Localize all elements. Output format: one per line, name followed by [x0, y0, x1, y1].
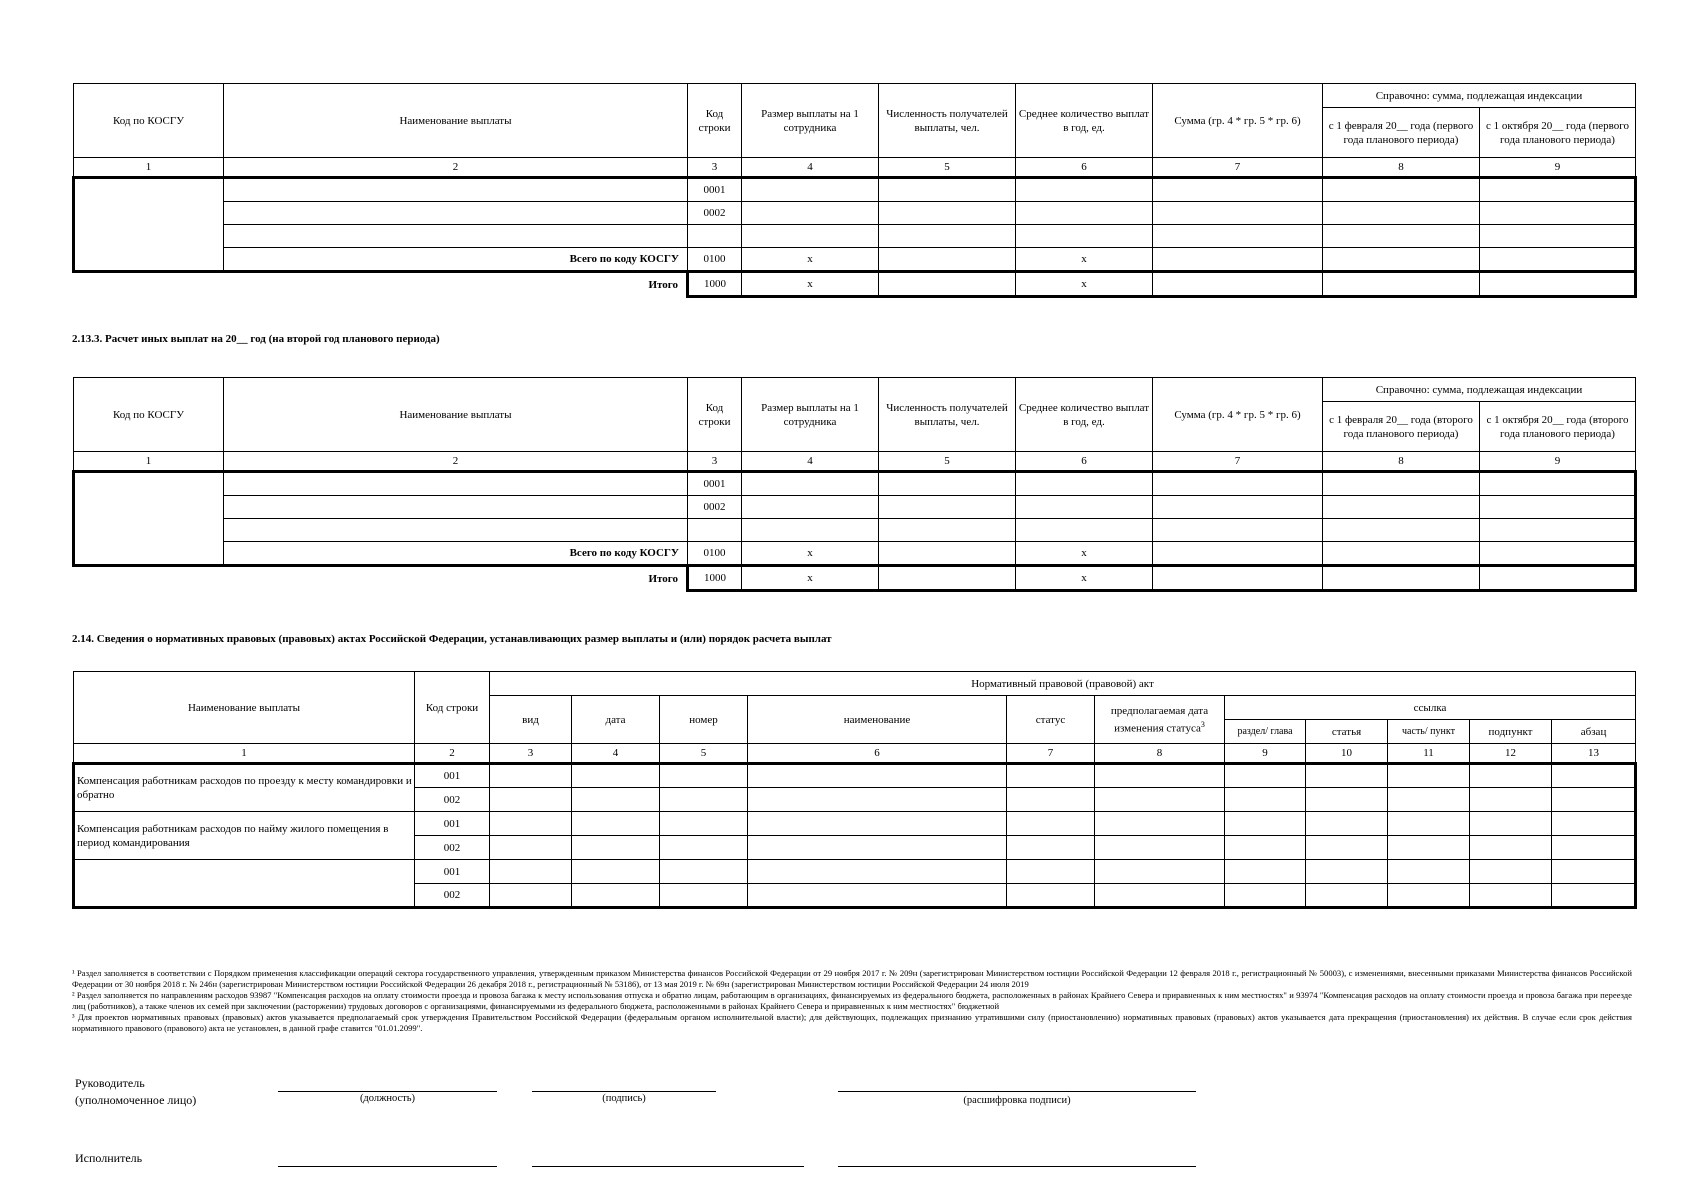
data-cell[interactable] — [748, 764, 1007, 788]
data-cell[interactable] — [1153, 178, 1323, 202]
col-number: 8 — [1323, 158, 1480, 178]
data-cell[interactable] — [1225, 788, 1306, 812]
data-cell[interactable] — [1323, 225, 1480, 248]
data-cell[interactable] — [1153, 248, 1323, 272]
data-cell[interactable] — [1095, 836, 1225, 860]
data-cell[interactable] — [879, 542, 1016, 566]
data-cell[interactable] — [879, 496, 1016, 519]
header-part: часть/ пункт — [1388, 720, 1470, 744]
footnotes — [72, 968, 1632, 1034]
data-cell[interactable] — [1095, 788, 1225, 812]
head-label-line2: (уполномоченное лицо) — [75, 1093, 197, 1107]
data-cell[interactable] — [1480, 178, 1636, 202]
data-cell[interactable] — [1095, 812, 1225, 836]
x-mark: x — [742, 542, 879, 566]
x-mark: x — [1016, 272, 1153, 297]
x-mark: x — [1016, 566, 1153, 591]
data-cell[interactable] — [1552, 812, 1636, 836]
header-subpoint: подпункт — [1470, 720, 1552, 744]
data-cell[interactable] — [1016, 178, 1153, 202]
data-cell[interactable] — [1480, 566, 1636, 591]
col-number: 6 — [1016, 158, 1153, 178]
data-cell[interactable] — [490, 860, 572, 884]
data-cell[interactable] — [1007, 836, 1095, 860]
payment-name-cell[interactable] — [224, 519, 688, 542]
x-mark: x — [1016, 542, 1153, 566]
data-cell[interactable] — [490, 788, 572, 812]
head-label — [75, 1075, 196, 1109]
data-cell[interactable] — [1470, 884, 1552, 908]
col-number: 8 — [1095, 744, 1225, 764]
data-cell[interactable] — [1323, 178, 1480, 202]
data-cell[interactable] — [1225, 860, 1306, 884]
header-link: ссылка — [1225, 696, 1636, 720]
data-cell[interactable] — [1480, 496, 1636, 519]
col-number: 4 — [572, 744, 660, 764]
data-cell[interactable] — [879, 225, 1016, 248]
data-cell[interactable] — [742, 202, 879, 225]
header-from-february: с 1 февраля 20__ года (второго года планового периода) — [1323, 402, 1480, 452]
executor-line-1[interactable] — [278, 1166, 497, 1167]
data-cell[interactable] — [1306, 812, 1388, 836]
data-cell[interactable] — [1323, 202, 1480, 225]
header-payment-size: Размер выплаты на 1 сотрудника — [742, 378, 879, 452]
x-mark: x — [742, 248, 879, 272]
data-cell[interactable] — [1153, 272, 1323, 297]
data-cell[interactable] — [879, 272, 1016, 297]
data-cell[interactable] — [748, 836, 1007, 860]
data-cell[interactable] — [1016, 225, 1153, 248]
data-cell[interactable] — [660, 860, 748, 884]
col-number: 8 — [1323, 452, 1480, 472]
data-cell[interactable] — [1153, 202, 1323, 225]
col-number: 7 — [1153, 452, 1323, 472]
header-status-change — [1095, 696, 1225, 744]
data-cell[interactable] — [1016, 472, 1153, 496]
data-cell[interactable] — [742, 496, 879, 519]
row-code: 002 — [415, 836, 490, 860]
data-cell[interactable] — [1552, 788, 1636, 812]
header-indexation-ref: Справочно: сумма, подлежащая индексации — [1323, 84, 1636, 108]
data-cell[interactable] — [879, 202, 1016, 225]
row-code: 0002 — [688, 496, 742, 519]
data-cell[interactable] — [572, 884, 660, 908]
data-cell[interactable] — [660, 836, 748, 860]
data-cell[interactable] — [1095, 884, 1225, 908]
col-number: 1 — [74, 158, 224, 178]
total-kosgu-code: 0100 — [688, 248, 742, 272]
data-cell[interactable] — [742, 225, 879, 248]
data-cell[interactable] — [1323, 472, 1480, 496]
data-cell[interactable] — [879, 178, 1016, 202]
col-number: 4 — [742, 158, 879, 178]
position-line[interactable] — [278, 1091, 497, 1092]
data-cell[interactable] — [1007, 788, 1095, 812]
decode-line[interactable] — [838, 1091, 1196, 1092]
col-number: 5 — [879, 158, 1016, 178]
col-number: 6 — [1016, 452, 1153, 472]
data-cell[interactable] — [1470, 812, 1552, 836]
data-cell[interactable] — [1225, 884, 1306, 908]
header-avg-payments: Среднее количество выплат в год, ед. — [1016, 378, 1153, 452]
data-cell[interactable] — [1323, 542, 1480, 566]
data-cell[interactable] — [572, 860, 660, 884]
header-act-number: номер — [660, 696, 748, 744]
data-cell[interactable] — [1007, 860, 1095, 884]
data-cell[interactable] — [742, 472, 879, 496]
col-number: 2 — [415, 744, 490, 764]
header-sum: Сумма (гр. 4 * гр. 5 * гр. 6) — [1153, 84, 1323, 158]
row-code: 0002 — [688, 202, 742, 225]
col-number: 13 — [1552, 744, 1636, 764]
grand-total-code: 1000 — [688, 566, 742, 591]
data-cell[interactable] — [1470, 836, 1552, 860]
data-cell[interactable] — [1480, 472, 1636, 496]
header-row-code: Код строки — [688, 378, 742, 452]
kosgu-cell[interactable] — [74, 178, 224, 272]
payment-name-cell[interactable] — [224, 496, 688, 519]
data-cell[interactable] — [879, 566, 1016, 591]
data-cell[interactable] — [1388, 860, 1470, 884]
data-cell[interactable] — [1153, 566, 1323, 591]
col-number: 3 — [490, 744, 572, 764]
data-cell[interactable] — [1007, 812, 1095, 836]
data-cell[interactable] — [490, 764, 572, 788]
data-cell[interactable] — [1323, 566, 1480, 591]
data-cell[interactable] — [1007, 764, 1095, 788]
col-number: 6 — [748, 744, 1007, 764]
data-cell[interactable] — [572, 788, 660, 812]
data-cell[interactable] — [660, 764, 748, 788]
data-cell[interactable] — [660, 812, 748, 836]
data-cell[interactable] — [748, 884, 1007, 908]
head-label-line1: Руководитель — [75, 1076, 145, 1090]
data-cell[interactable] — [1306, 836, 1388, 860]
header-from-october: с 1 октября 20__ года (второго года планового периода) — [1480, 402, 1636, 452]
payment-name: Компенсация работникам расходов по найму жилого помещения в период командирования — [74, 812, 415, 860]
data-cell[interactable] — [1480, 225, 1636, 248]
x-mark: x — [1016, 248, 1153, 272]
data-cell[interactable] — [1153, 472, 1323, 496]
data-cell[interactable] — [1388, 836, 1470, 860]
data-cell[interactable] — [1306, 764, 1388, 788]
data-cell[interactable] — [1225, 812, 1306, 836]
data-cell[interactable] — [1323, 272, 1480, 297]
data-cell[interactable] — [1153, 225, 1323, 248]
data-cell[interactable] — [1480, 519, 1636, 542]
header-payment-name: Наименование выплаты — [74, 672, 415, 744]
data-cell[interactable] — [1552, 884, 1636, 908]
header-act-type: вид — [490, 696, 572, 744]
grand-total-label: Итого — [648, 278, 678, 291]
signature-caption: (подпись) — [602, 1093, 646, 1104]
executor-label: Исполнитель — [75, 1151, 143, 1165]
data-cell[interactable] — [1153, 519, 1323, 542]
row-code: 0001 — [688, 178, 742, 202]
header-section: раздел/ глава — [1225, 720, 1306, 744]
header-recipients-count: Численность получателей выплаты, чел. — [879, 378, 1016, 452]
data-cell[interactable] — [1388, 812, 1470, 836]
data-cell[interactable] — [1470, 860, 1552, 884]
header-act-status: статус — [1007, 696, 1095, 744]
header-kosgu: Код по КОСГУ — [74, 84, 224, 158]
footnote-2: ² Раздел заполняется по направлениям расходов 93987 "Компенсация расходов на оплату стоимости проезда и провоза багажа к месту использования отпуска и обратно лицам, работающим в организациях, финансируемых из федерального бюджета, расположенных в районах Крайнего Севера и приравненных к ним местностях" и 93974 "Компенсация расходов на оплату стоимости проезда и провоза багажа при переезде лиц (работников), а также членов их семей при заключении (расторжении) трудовых договоров с организациями, финансируемыми из федерального бюджета, расположенными в районах Крайнего Севера и приравненных к ним местностях" бюджетной — [72, 990, 1632, 1011]
col-number: 9 — [1480, 452, 1636, 472]
col-number: 4 — [742, 452, 879, 472]
data-cell[interactable] — [1323, 496, 1480, 519]
col-number: 9 — [1480, 158, 1636, 178]
data-cell[interactable] — [879, 248, 1016, 272]
data-cell[interactable] — [1552, 860, 1636, 884]
col-number: 2 — [224, 452, 688, 472]
row-code: 002 — [415, 788, 490, 812]
data-cell[interactable] — [1153, 496, 1323, 519]
header-status-change-label: предполагаемая дата изменения статуса — [1110, 704, 1209, 735]
col-number: 3 — [688, 158, 742, 178]
header-payment-size: Размер выплаты на 1 сотрудника — [742, 84, 879, 158]
col-number: 1 — [74, 744, 415, 764]
header-kosgu: Код по КОСГУ — [74, 378, 224, 452]
data-cell[interactable] — [1388, 788, 1470, 812]
data-cell[interactable] — [1323, 519, 1480, 542]
col-number: 7 — [1153, 158, 1323, 178]
header-legal-act: Нормативный правовой (правовой) акт — [490, 672, 1636, 696]
col-number: 5 — [879, 452, 1016, 472]
data-cell[interactable] — [748, 788, 1007, 812]
data-cell[interactable] — [1552, 764, 1636, 788]
data-cell[interactable] — [1470, 788, 1552, 812]
header-from-october: с 1 октября 20__ года (первого года планового периода) — [1480, 108, 1636, 158]
data-cell[interactable] — [879, 472, 1016, 496]
section-heading-2-13-3: 2.13.3. Расчет иных выплат на 20__ год (на второй год планового периода) — [72, 333, 440, 345]
payment-name: Компенсация работникам расходов по проезду к месту командировки и обратно — [74, 764, 415, 812]
data-cell[interactable] — [1388, 884, 1470, 908]
data-cell[interactable] — [1007, 884, 1095, 908]
data-cell[interactable] — [1225, 764, 1306, 788]
col-number: 11 — [1388, 744, 1470, 764]
data-cell[interactable] — [660, 884, 748, 908]
executor-line-2[interactable] — [532, 1166, 804, 1167]
col-number: 12 — [1470, 744, 1552, 764]
data-cell[interactable] — [1306, 788, 1388, 812]
data-cell[interactable] — [490, 812, 572, 836]
header-row-code: Код строки — [688, 84, 742, 158]
row-code: 0001 — [688, 472, 742, 496]
payment-name-cell[interactable] — [224, 225, 688, 248]
header-act-title: наименование — [748, 696, 1007, 744]
row-code: 002 — [415, 884, 490, 908]
data-cell[interactable] — [490, 884, 572, 908]
data-cell[interactable] — [742, 178, 879, 202]
col-number: 10 — [1306, 744, 1388, 764]
header-sum: Сумма (гр. 4 * гр. 5 * гр. 6) — [1153, 378, 1323, 452]
row-code: 001 — [415, 764, 490, 788]
data-cell[interactable] — [1306, 860, 1388, 884]
payment-name[interactable] — [74, 860, 415, 908]
footnote-mark: 3 — [1200, 719, 1205, 729]
x-mark: x — [742, 566, 879, 591]
data-cell[interactable] — [1095, 764, 1225, 788]
col-number: 9 — [1225, 744, 1306, 764]
data-cell[interactable] — [1480, 248, 1636, 272]
header-indexation-ref: Справочно: сумма, подлежащая индексации — [1323, 378, 1636, 402]
kosgu-cell[interactable] — [74, 472, 224, 566]
row-code — [688, 225, 742, 248]
data-cell[interactable] — [572, 836, 660, 860]
total-kosgu-label: Всего по коду КОСГУ — [224, 542, 688, 566]
total-kosgu-label: Всего по коду КОСГУ — [224, 248, 688, 272]
data-cell[interactable] — [1470, 764, 1552, 788]
header-row-code: Код строки — [415, 672, 490, 744]
data-cell[interactable] — [1153, 542, 1323, 566]
data-cell[interactable] — [572, 764, 660, 788]
payment-name-cell[interactable] — [224, 202, 688, 225]
footnote-1: ¹ Раздел заполняется в соответствии с Порядком применения классификации операций сектора государственного управления, утвержденным приказом Министерства финансов Российской Федерации от 29 ноября 2017 г. № 209н (зарегистрирован Министерством юстиции Российской Федерации 12 февраля 2018 г., регистрационный № 50003), с изменениями, внесенными приказами Министерства финансов Российской Федерации от 30 ноября 2018 г. № 246н (зарегистрирован Министерством юстиции Российской Федерации 26 декабря 2018 г., регистрационный № 53186), от 13 мая 2019 г. № 69н (зарегистрирован Министерством юстиции Российской Федерации 24 июля 2019 — [72, 968, 1632, 989]
col-number: 3 — [688, 452, 742, 472]
data-cell[interactable] — [1480, 542, 1636, 566]
row-code: 001 — [415, 860, 490, 884]
data-cell[interactable] — [1323, 248, 1480, 272]
data-cell[interactable] — [1016, 202, 1153, 225]
decode-caption: (расшифровка подписи) — [963, 1095, 1071, 1106]
header-recipients-count: Численность получателей выплаты, чел. — [879, 84, 1016, 158]
total-kosgu-code: 0100 — [688, 542, 742, 566]
header-avg-payments: Среднее количество выплат в год, ед. — [1016, 84, 1153, 158]
col-number: 2 — [224, 158, 688, 178]
executor-line-3[interactable] — [838, 1166, 1196, 1167]
legal-acts-table — [72, 671, 1637, 909]
payment-calc-table-2 — [72, 377, 1637, 592]
col-number: 1 — [74, 452, 224, 472]
section-heading-2-14: 2.14. Сведения о нормативных правовых (правовых) актах Российской Федерации, устанавливающих размер выплаты и (или) порядок расчета выплат — [72, 633, 832, 645]
data-cell[interactable] — [742, 519, 879, 542]
payment-calc-table-1 — [72, 83, 1637, 298]
data-cell[interactable] — [572, 812, 660, 836]
data-cell[interactable] — [1388, 764, 1470, 788]
col-number: 5 — [660, 744, 748, 764]
header-from-february: с 1 февраля 20__ года (первого года планового периода) — [1323, 108, 1480, 158]
header-payment-name: Наименование выплаты — [224, 84, 688, 158]
data-cell[interactable] — [1480, 202, 1636, 225]
data-cell[interactable] — [1016, 496, 1153, 519]
data-cell[interactable] — [490, 836, 572, 860]
data-cell[interactable] — [879, 519, 1016, 542]
payment-name-cell[interactable] — [224, 472, 688, 496]
row-code — [688, 519, 742, 542]
footnote-3: ³ Для проектов нормативных правовых (правовых) актов указывается предполагаемый срок утверждения Правительством Российской Федерации (федеральным органом исполнительной власти); для действующих, подлежащих признанию утратившими силу (приостановлению) нормативных правовых (правовых) актов указывается дата прекращения (приостановления) их действия. В случае если срок действия нормативного правового (правового) акта не установлен, в данной графе ставится "01.01.2099". — [72, 1012, 1632, 1033]
data-cell[interactable] — [748, 812, 1007, 836]
payment-name-cell[interactable] — [224, 178, 688, 202]
position-caption: (должность) — [359, 1093, 416, 1104]
col-number: 7 — [1007, 744, 1095, 764]
data-cell[interactable] — [1306, 884, 1388, 908]
data-cell[interactable] — [748, 860, 1007, 884]
data-cell[interactable] — [1016, 519, 1153, 542]
grand-total-label: Итого — [648, 572, 678, 585]
data-cell[interactable] — [660, 788, 748, 812]
data-cell[interactable] — [1552, 836, 1636, 860]
data-cell[interactable] — [1480, 272, 1636, 297]
data-cell[interactable] — [1225, 836, 1306, 860]
grand-total-code: 1000 — [688, 272, 742, 297]
signature-line[interactable] — [532, 1091, 716, 1092]
header-payment-name: Наименование выплаты — [224, 378, 688, 452]
header-paragraph: абзац — [1552, 720, 1636, 744]
x-mark: x — [742, 272, 879, 297]
header-article: статья — [1306, 720, 1388, 744]
header-act-date: дата — [572, 696, 660, 744]
data-cell[interactable] — [1095, 860, 1225, 884]
row-code: 001 — [415, 812, 490, 836]
